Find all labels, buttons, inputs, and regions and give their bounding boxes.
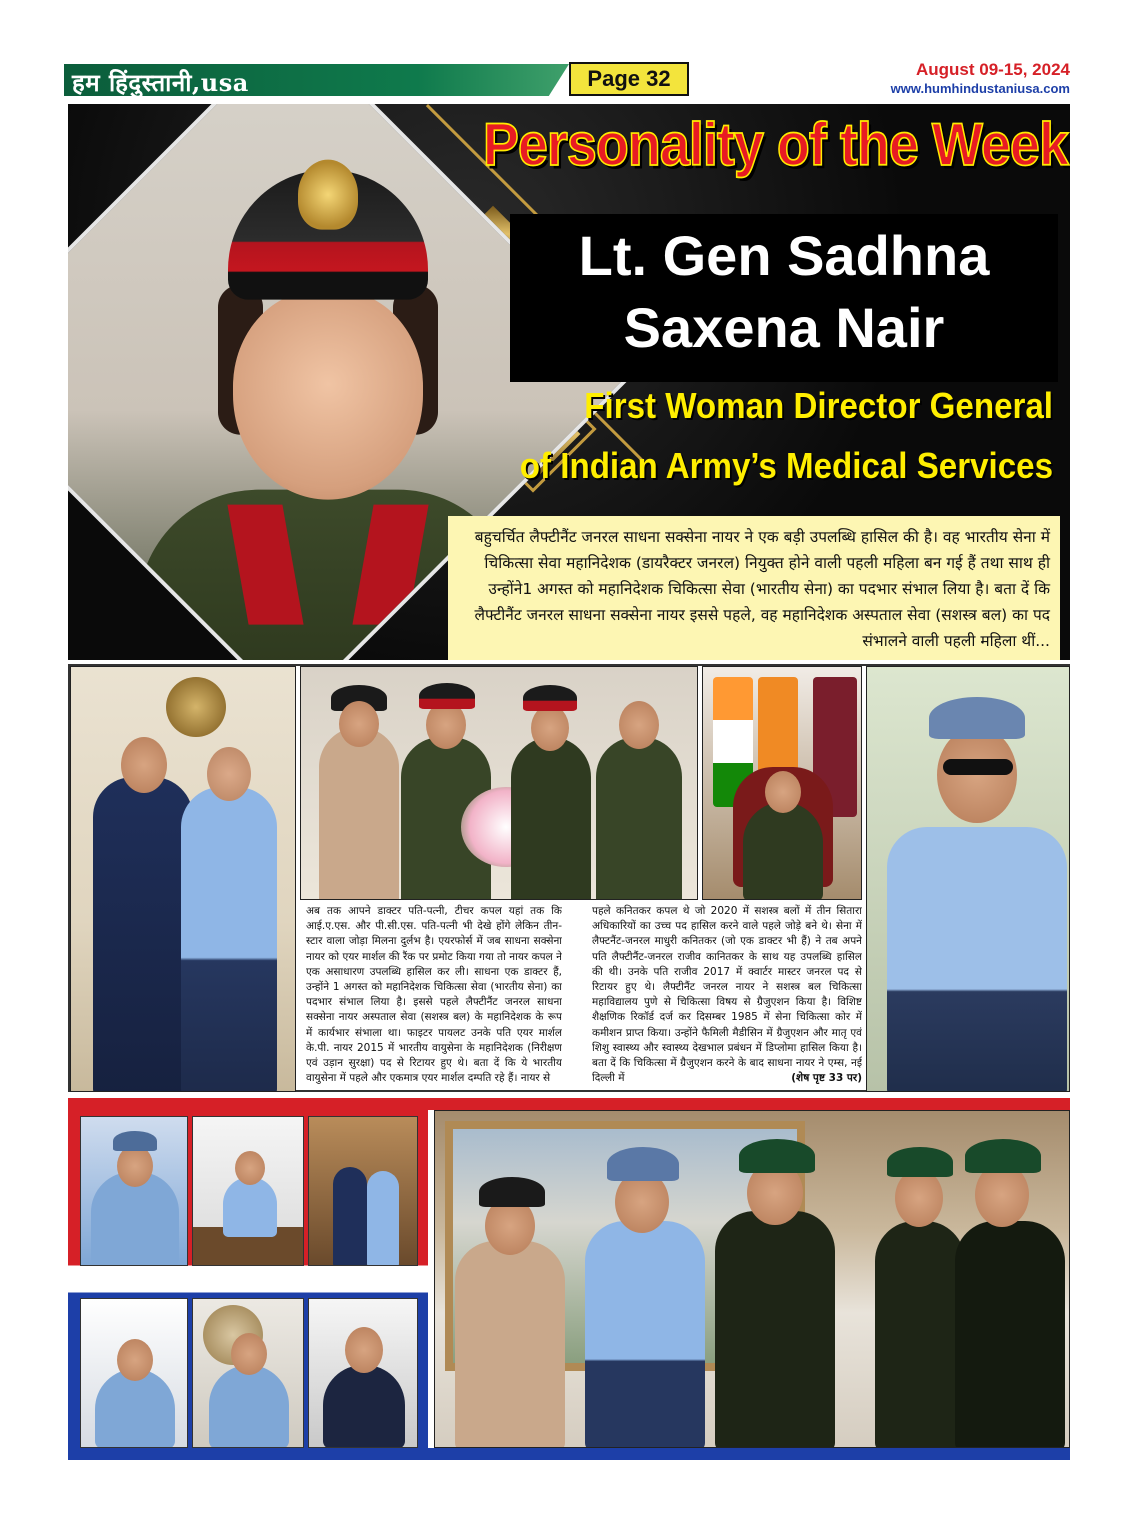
intro-paragraph: बहुचर्चित लैफ्टीनैंट जनरल साधना सक्सेना नायर ने एक बड़ी उपलब्धि हासिल की है। वह भारतीय सेना में चिकित्सा सेवा महानिदेशक (डायरैक्टर जनरल) नियुक्त होने वाली पहली महिला बन गई हैं तथा साथ ही उन्होंने1 अगस्त को महानिदेशक चिकित्सा सेवा (भारतीय सेना) का पदभार संभाल लिया है। बता दें कि लैफ्टीनैंट जनरल साधना सक्सेना नायर इससे पहले, वह महानिदेशक अस्पताल सेवा (सशस्त्र बल) का पद संभालने वाली पहली महिला थीं... [448,516,1060,660]
masthead [64,62,1070,100]
article-column-2 [592,904,862,1090]
name-banner [510,214,1058,382]
red-band [68,1098,1070,1110]
officer [223,1177,277,1237]
officer-olive [596,737,682,900]
photo-officers-meeting [434,1110,1070,1448]
airforce-cap [929,697,1025,739]
officer-olive [955,1221,1065,1448]
beret [739,1139,815,1173]
man-in-suit [323,1365,405,1448]
officer-head [895,1169,943,1227]
photo-at-desk [192,1116,304,1266]
officer-olive [715,1211,835,1448]
peaked-cap [419,683,475,709]
issue-date: August 09-15, 2024 [915,60,1070,79]
subtitle-line-2: of Indian Army’s Medical Services [519,445,1053,486]
beret [887,1147,953,1177]
airforce-uniform [209,1365,289,1448]
subtitle-line-1: First Woman Director General [584,385,1053,426]
name-line-1: Lt. Gen Sadhna [578,224,990,287]
woman-head [207,747,251,801]
name-line-2: Saxena Nair [623,296,945,359]
hero-section [68,104,1070,660]
officer-head [765,771,801,813]
cap-badge-emblem [298,160,358,230]
photo-airforce-officer [866,666,1070,1092]
website-link[interactable]: www.humhindustaniusa.com [890,81,1070,96]
army-emblem [166,677,226,737]
photo-airforce-portrait [80,1298,188,1448]
airforce-cap [607,1147,679,1181]
officer-head [117,1145,153,1187]
woman-in-airforce-uniform [181,787,277,1092]
paper-name: हम हिंदुस्तानी,usa [72,68,249,97]
officer-olive [875,1221,965,1448]
photo-air-chief [192,1298,304,1448]
man-in-suit [333,1167,367,1266]
continued-on-page: (शेष पृष्ट 33 पर) [791,1072,862,1085]
article-column-2-text: पहले कनितकर कपल थे जो 2020 में सशस्त्र बलों में तीन सितारा अधिकारियों का उच्च पद हासिल करने वाले पहले जोड़े बने थे। सेना में लैफ्टनैंट-जनरल माधुरी कनितकर (जो एक डाक्टर भी हैं) ने तब अपने पति लैफ्टीनैंट-जनरल राजीव कानितकर के साथ यह उपलब्धि हासिल की थी। उनके पति राजीव 2017 में क्वार्टर मास्टर जनरल पद से रिटायर हुए थे। लैफ्टीनैंट जनरल नायर ने सशस्त्र बल चिकित्सा महाविद्यालय पुणे से चिकित्सा विषय से ग्रैजुएशन किया है। विशिष्ट शैक्षणिक रिकॉर्ड दर्ज कर दिसम्बर 1985 में सेना चिकित्सा कोर में कमीशन प्राप्त किया। उन्होंने फैमिली मैडीसिन में ग्रैजुएशन और मातृ एवं शिशु स्वास्थ्य और स्वास्थ्य देखभाल प्रबंधन में डिप्लोमा हासिल किया है। बता दें कि चिकित्सा में ग्रैजुएशन करने के बाद साधना नायर ने एम्स, नई दिल्ली में [592,905,862,1085]
officer-head [531,705,569,751]
section-title: Personality of the Week [482,111,1068,179]
photo-couple-office [70,666,296,1092]
officer-head [619,701,659,749]
woman-in-uniform [367,1171,399,1266]
officer-khaki [455,1241,565,1448]
officer-khaki [319,727,399,900]
officer-head [231,1333,267,1375]
airforce-uniform [887,827,1067,1092]
officer-head [937,727,1017,823]
blue-band [68,1448,1070,1460]
officer-head [117,1339,153,1381]
photo-airforce-seated [80,1116,188,1266]
photo-bouquet-ceremony [300,666,698,900]
seated-officer [743,802,823,900]
photo-seated-with-flags [702,666,862,900]
man-in-suit [93,777,193,1092]
article-column-1: अब तक आपने डाक्टर पति-पत्नी, टीचर कपल यहां तक कि आई.ए.एस. और पी.सी.एस. पति-पत्नी भी देखे होंगे लेकिन तीन-स्टार वाला जोड़ा मिलना दुर्लभ है। एयरफोर्स में जब साधना सक्सेना नायर को एयर मार्शल की रैंक पर प्रमोट किया गया तो नायर कपल ने एक असाधारण उपलब्धि हासिल कर ली। साधना एक डाक्टर हैं, उन्होंने 1 अगस्त को महानिदेशक चिकित्सा सेवा (भारतीय सेना) का पदभार संभाल लिया है। इससे पहले लैफ्टीनैंट जनरल साधना सक्सेना नायर अस्पताल सेवा (सशस्त्र बल) के महानिदेशक के रूप में कार्यभार संभाला था। फाइटर पायलट उनके पति एयर मार्शल के.पी. नायर 2015 में भारतीय वायुसेना के महानिदेशक (निरीक्षण एवं उड़ान सुरक्षा) पद से रिटायर हुए थे। बता दें कि ये भारतीय वायुसेना में पहले और एकमात्र एयर मार्शल दम्पति रहे हैं। नायर से [306,905,562,1085]
officer-olive [511,737,591,900]
photo-couple-standing [308,1116,418,1266]
portrait-face [233,290,423,500]
page-number: Page 32 [569,62,689,96]
officer-airforce [585,1221,705,1448]
article-section [68,664,1070,1092]
officer-head [339,701,379,747]
man-head [345,1327,383,1373]
airforce-cap [113,1131,157,1151]
beret [479,1177,545,1207]
sunglasses [943,759,1013,775]
peaked-cap [523,685,577,711]
photo-gallery [68,1098,1070,1460]
man-head [121,737,167,793]
officer-head [235,1151,265,1185]
beret [965,1139,1041,1173]
photo-man-in-suit [308,1298,418,1448]
